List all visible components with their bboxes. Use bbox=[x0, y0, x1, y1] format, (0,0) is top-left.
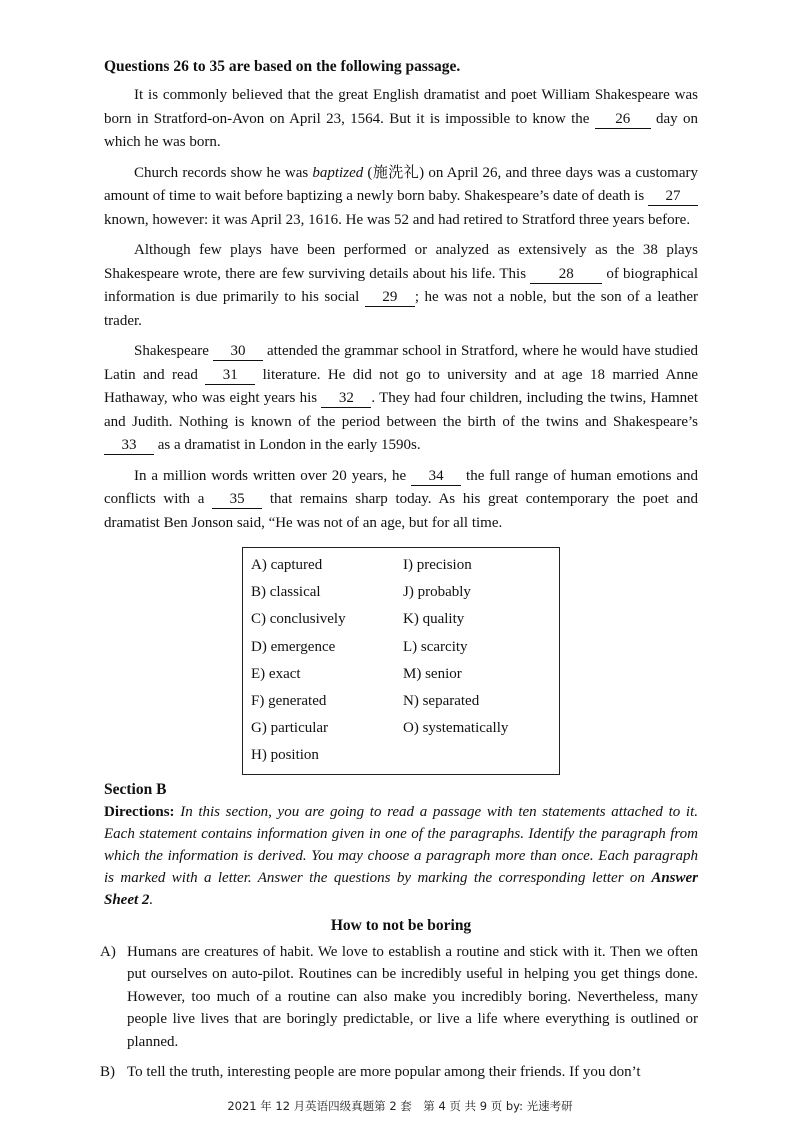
page-content bbox=[100, 56, 699, 1092]
text-run: that remains sharp today. As his great contemporary the poet and dramatist Ben Jonson said, “He was not of an age, but for all time. bbox=[104, 491, 698, 531]
paragraph-text: To tell the truth, interesting people are more popular among their friends. If you don’t bbox=[127, 1064, 641, 1080]
passage-paragraph-1 bbox=[104, 84, 698, 155]
word-bank-row bbox=[251, 552, 508, 579]
word-option: D) emergence bbox=[251, 638, 336, 655]
passage-paragraph-2 bbox=[104, 162, 698, 233]
blank-34: 34 bbox=[411, 468, 461, 486]
text-run: Church records show he was bbox=[134, 164, 313, 181]
word-option: G) particular bbox=[251, 720, 329, 737]
word-bank-row bbox=[251, 742, 508, 769]
section-b-directions bbox=[104, 801, 698, 911]
directions-label: Directions: bbox=[104, 803, 175, 820]
blank-35: 35 bbox=[212, 491, 262, 509]
word-bank-row bbox=[251, 579, 508, 606]
word-option bbox=[403, 742, 508, 769]
article-paragraph-a bbox=[100, 941, 698, 1054]
article-paragraphs bbox=[100, 941, 698, 1084]
text-run: as a dramatist in London in the early 1590s. bbox=[154, 437, 421, 453]
directions-text: In this section, you are going to read a passage with ten statements attached to it. Each statement contains information given in one of the paragraphs. Identify the paragraph from which the information is derived. You may choose a paragraph more than once. Each paragraph is marked with a letter. Answer the questions by marking the corresponding letter on bbox=[104, 803, 698, 886]
article-paragraph-b bbox=[100, 1061, 698, 1084]
blank-26: 26 bbox=[595, 111, 651, 129]
word-bank-box bbox=[242, 547, 560, 775]
answer-sheet-ref: Answer Sheet 2 bbox=[104, 869, 698, 908]
word-bank-row bbox=[251, 688, 508, 715]
word-bank-row bbox=[251, 634, 508, 661]
word-option: B) classical bbox=[251, 584, 321, 601]
blank-33: 33 bbox=[104, 437, 154, 455]
blank-27: 27 bbox=[648, 188, 698, 206]
paragraph-letter: A) bbox=[100, 943, 116, 960]
passage-paragraph-4 bbox=[104, 340, 698, 458]
text-run: of biographical information is due primarily to his social bbox=[104, 265, 698, 305]
word-bank-row bbox=[251, 715, 508, 742]
text-run: ; he was not a noble, but the son of a leather trader. bbox=[104, 289, 698, 329]
text-run: day on which he was born. bbox=[104, 110, 698, 150]
word-bank-row bbox=[251, 661, 508, 688]
page-footer: 2021 年 12 月英语四级真题第 2 套 第 4 页 共 9 页 by: 光速考研 bbox=[227, 1099, 573, 1113]
text-run: . They had four children, including the twins, Hamnet and Judith. Nothing is known of the period between the birth of the twins and Shakespeare’s bbox=[104, 390, 698, 430]
word-option: I) precision bbox=[403, 557, 472, 574]
word-option: F) generated bbox=[251, 693, 327, 710]
blank-31: 31 bbox=[205, 367, 255, 385]
article-title: How to not be boring bbox=[330, 916, 472, 934]
passage-paragraph-5 bbox=[104, 465, 698, 536]
section-b-title: Section B bbox=[104, 780, 167, 798]
passage-paragraph-3 bbox=[104, 239, 698, 333]
blank-30: 30 bbox=[213, 343, 263, 361]
italic-term: baptized bbox=[312, 164, 364, 181]
word-option: O) systematically bbox=[403, 720, 509, 737]
text-run: Shakespeare bbox=[134, 343, 213, 359]
text-run: It is commonly believed that the great English dramatist and poet William Shakespeare was born in Stratford-on-Avon on April 23, 1564. But it is impossible to know the bbox=[104, 87, 698, 127]
paragraph-letter: B) bbox=[100, 1064, 115, 1080]
paragraph-text: Humans are creatures of habit. We love to establish a routine and stick with it. Then we often put ourselves on auto-pilot. Routines can be incredibly useful in helping you get things done. However, too much of a routine can also make you incredibly boring. Nevertheless, many people live lives that are boringly predictable, or live a life where everything is outlined or planned. bbox=[127, 943, 698, 1050]
blank-32: 32 bbox=[321, 390, 371, 408]
word-option: N) separated bbox=[403, 693, 480, 710]
text-run: attended the grammar school in Stratford, where he would have studied Latin and read bbox=[104, 343, 699, 383]
directions-period: . bbox=[149, 891, 154, 908]
word-option: K) quality bbox=[403, 611, 465, 628]
word-option: E) exact bbox=[251, 665, 301, 682]
word-bank-table bbox=[251, 552, 508, 770]
text-run: Although few plays have been performed or analyzed as extensively as the 38 plays Shakespeare wrote, there are few surviving details about his life. This bbox=[104, 242, 698, 282]
word-bank-row bbox=[251, 606, 508, 633]
word-option: M) senior bbox=[403, 665, 462, 682]
section-a-heading: Questions 26 to 35 are based on the following passage. bbox=[104, 58, 461, 75]
text-run: the full range of human emotions and conflicts with a bbox=[104, 467, 698, 507]
text-run: known, however: it was April 23, 1616. He was 52 and had retired to Stratford three years before. bbox=[104, 211, 691, 228]
blank-28: 28 bbox=[530, 266, 602, 284]
word-option: J) probably bbox=[403, 584, 471, 601]
word-option: H) position bbox=[251, 747, 319, 764]
text-run: literature. He did not go to university and at age 18 married Anne Hathaway, who was eight years his bbox=[104, 366, 698, 406]
blank-29: 29 bbox=[365, 289, 415, 307]
word-option: L) scarcity bbox=[403, 638, 468, 655]
text-run: In a million words written over 20 years, he bbox=[134, 467, 412, 484]
text-run: (施洗礼) on April 26, and three days was a customary amount of time to wait before baptizing a newly born baby. Shakespeare’s date of death is bbox=[104, 164, 698, 204]
word-option: C) conclusively bbox=[251, 611, 346, 628]
word-option: A) captured bbox=[251, 557, 323, 574]
